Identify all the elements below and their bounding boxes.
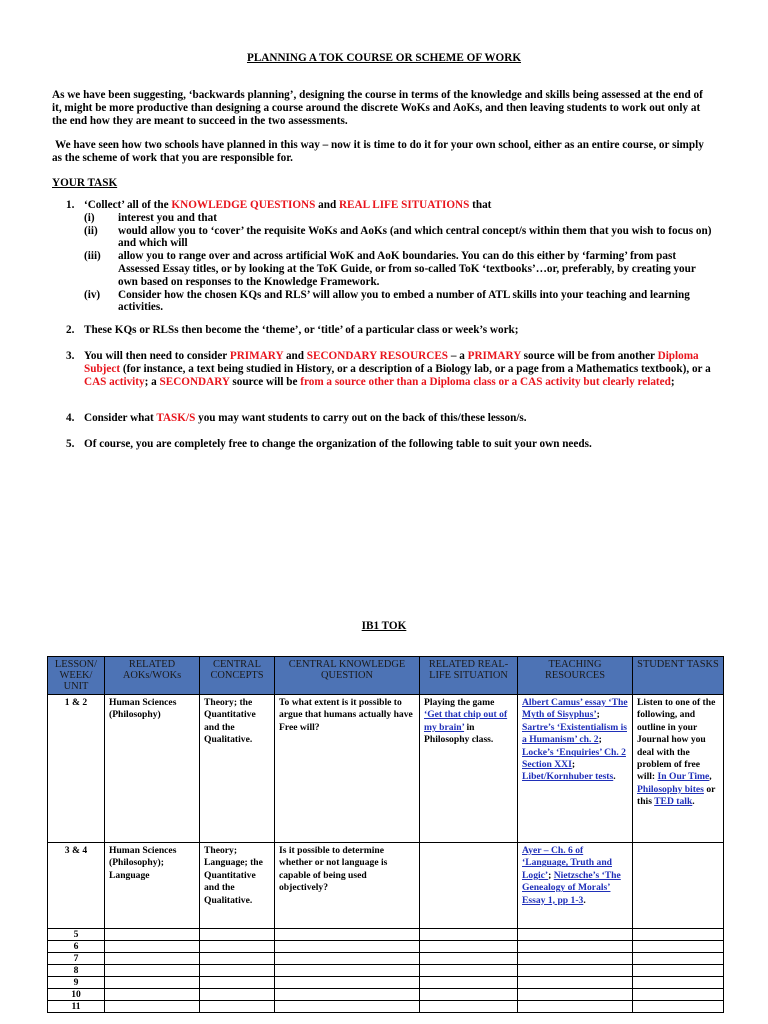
cell-empty xyxy=(275,941,420,953)
table-row xyxy=(48,977,724,989)
cell-empty xyxy=(633,977,724,989)
cell-resources: Albert Camus’ essay ‘The Myth of Sisyphus’; Sartre’s ‘Existentialism is a Humanism’ ch. 2; Locke’s ‘Enquiries’ Ch. 2 Section XXI; Libet/Kornhuber tests. xyxy=(518,695,633,843)
cell-lesson: 8 xyxy=(48,965,105,977)
link-camus[interactable]: Albert Camus’ essay ‘The Myth of Sisyphus’ xyxy=(522,697,628,721)
sub-item-i: (i) interest you and that xyxy=(84,211,217,224)
task-item-2: 2. These KQs or RLSs then become the ‘theme’, or ‘title’ of a particular class or week’s work; xyxy=(66,324,519,336)
cell-empty xyxy=(633,941,724,953)
table-row xyxy=(48,1001,724,1013)
link-get-that-chip[interactable]: ‘Get that chip out of my brain’ xyxy=(424,709,508,733)
cell-empty xyxy=(105,977,200,989)
header-concepts: CENTRAL CONCEPTS xyxy=(200,657,275,695)
table-row xyxy=(48,929,724,941)
cell-empty xyxy=(275,965,420,977)
link-sartre[interactable]: Sartre’s ‘Existentialism is a Humanism’ ch. 2 xyxy=(522,721,627,746)
cell-empty xyxy=(105,941,200,953)
cell-lesson: 10 xyxy=(48,989,105,1001)
cell-empty xyxy=(420,965,518,977)
cell-empty xyxy=(633,929,724,941)
cell-kq: To what extent is it possible to argue that humans actually have Free will? xyxy=(275,695,420,843)
header-kq: CENTRAL KNOWLEDGE QUESTION xyxy=(275,657,420,695)
cell-empty xyxy=(420,977,518,989)
cell-empty xyxy=(420,1001,518,1013)
cell-empty xyxy=(200,977,275,989)
task-item-1 xyxy=(66,199,716,314)
table-row xyxy=(48,989,724,1001)
link-nietzsche[interactable]: Nietzsche’s ‘The Genealogy of Morals’ Essay 1, pp 1-3 xyxy=(522,869,621,906)
header-tasks: STUDENT TASKS xyxy=(633,657,724,695)
table-title: IB1 TOK xyxy=(361,620,407,632)
header-resources: TEACHING RESOURCES xyxy=(518,657,633,695)
cell-empty xyxy=(633,1001,724,1013)
link-in-our-time[interactable]: In Our Time xyxy=(657,771,710,783)
table-row xyxy=(48,965,724,977)
table-header-row xyxy=(48,657,724,695)
task-item-3: 3. You will then need to consider PRIMARY and SECONDARY RESOURCES – a PRIMARY source will be from another Diploma Subject (for instance, a text being studied in History, or a description of a Biology lab, or a page from a Mathematics textbook), or a CAS activity; a SECONDARY source will be from a source other than a Diploma class or a CAS activity but clearly related; xyxy=(66,350,711,388)
cell-empty xyxy=(200,953,275,965)
cell-concepts: Theory; Language; the Quantitative and the Qualitative. xyxy=(200,843,275,929)
cell-empty xyxy=(633,965,724,977)
cell-empty xyxy=(518,989,633,1001)
cell-empty xyxy=(275,929,420,941)
cell-aok: Human Sciences (Philosophy) xyxy=(105,695,200,843)
task-item-4: 4. Consider what TASK/S you may want students to carry out on the back of this/these lesson/s. xyxy=(66,412,527,424)
header-rls: RELATED REAL-LIFE SITUATION xyxy=(420,657,518,695)
cell-empty xyxy=(518,965,633,977)
cell-empty xyxy=(105,1001,200,1013)
task-heading: YOUR TASK xyxy=(52,177,118,189)
cell-empty xyxy=(275,1001,420,1013)
cell-empty xyxy=(275,989,420,1001)
cell-empty xyxy=(518,941,633,953)
sub-item-iv: (iv) Consider how the chosen KQs and RLS’ will allow you to embed a number of ATL skills into your teaching and learning activities. xyxy=(84,288,690,314)
cell-empty xyxy=(105,989,200,1001)
cell-rls: Playing the game ‘Get that chip out of my brain’ in Philosophy class. xyxy=(420,695,518,843)
link-locke[interactable]: Locke’s ‘Enquiries’ Ch. 2 Section XXI xyxy=(522,746,626,771)
cell-lesson: 6 xyxy=(48,941,105,953)
table-row xyxy=(48,953,724,965)
cell-empty xyxy=(105,965,200,977)
cell-empty xyxy=(275,977,420,989)
cell-kq: Is it possible to determine whether or not language is capable of being used objectively? xyxy=(275,843,420,929)
cell-empty xyxy=(200,929,275,941)
scheme-of-work-table xyxy=(47,656,724,1013)
cell-empty xyxy=(200,989,275,1001)
cell-empty xyxy=(518,1001,633,1013)
cell-lesson: 11 xyxy=(48,1001,105,1013)
cell-empty xyxy=(633,989,724,1001)
cell-rls xyxy=(420,843,518,929)
item-number: 1. xyxy=(66,199,75,211)
cell-resources: Ayer – Ch. 6 of ‘Language, Truth and Logic’; Nietzsche’s ‘The Genealogy of Morals’ Essay 1, pp 1-3. xyxy=(518,843,633,929)
cell-empty xyxy=(518,977,633,989)
cell-empty xyxy=(420,953,518,965)
cell-tasks: Listen to one of the following, and outline in your Journal how you deal with the problem of free will: In Our Time, Philosophy bites or this TED talk. xyxy=(633,695,724,843)
cell-empty xyxy=(420,929,518,941)
header-aoks: RELATED AOKs/WOKs xyxy=(105,657,200,695)
cell-tasks xyxy=(633,843,724,929)
cell-empty xyxy=(200,1001,275,1013)
sub-item-ii: (ii) would allow you to ‘cover’ the requisite WoKs and AoKs (and which central concept/s within them that you wish to focus on) and which will xyxy=(84,224,712,250)
intro-paragraph-1: As we have been suggesting, ‘backwards planning’, designing the course in terms of the knowledge and skills being assessed at the end of it, might be more productive than designing a course around the discrete WoKs and AoKs, and then leaving students to work out only at the end how they are meant to succeed in the two assessments. xyxy=(52,89,703,128)
cell-empty xyxy=(420,989,518,1001)
item-text: ‘Collect’ all of the KNOWLEDGE QUESTIONS and REAL LIFE SITUATIONS that xyxy=(84,199,492,211)
cell-empty xyxy=(105,953,200,965)
link-libet[interactable]: Libet/Kornhuber tests xyxy=(522,771,614,783)
cell-empty xyxy=(105,929,200,941)
cell-empty xyxy=(200,941,275,953)
cell-lesson: 1 & 2 xyxy=(48,695,105,843)
header-lesson: LESSON/ WEEK/ UNIT xyxy=(48,657,105,695)
intro-paragraph-2: We have seen how two schools have planned in this way – now it is time to do it for your own school, either as an entire course, or simply as the scheme of work that you are responsible for. xyxy=(52,139,704,165)
cell-aok: Human Sciences (Philosophy); Language xyxy=(105,843,200,929)
table-row xyxy=(48,695,724,843)
link-ted-talk[interactable]: TED talk xyxy=(654,796,693,808)
table-row xyxy=(48,941,724,953)
task-item-5: 5. Of course, you are completely free to change the organization of the following table to suit your own needs. xyxy=(66,438,592,450)
cell-concepts: Theory; the Quantitative and the Qualitative. xyxy=(200,695,275,843)
cell-empty xyxy=(633,953,724,965)
cell-empty xyxy=(275,953,420,965)
link-philosophy-bites[interactable]: Philosophy bites xyxy=(637,783,704,795)
link-ayer[interactable]: Ayer – Ch. 6 of ‘Language, Truth and Logic’ xyxy=(522,845,613,881)
table-row xyxy=(48,843,724,929)
cell-empty xyxy=(200,965,275,977)
cell-empty xyxy=(518,929,633,941)
cell-lesson: 7 xyxy=(48,953,105,965)
sub-item-iii: (iii) allow you to range over and across artificial WoK and AoK boundaries. You can do this either by ‘farming’ from past Assessed Essay titles, or by looking at the ToK Guide, or from so-called ToK ‘textbooks’…or, preferably, by creating your own based on responses to the Knowledge Framework. xyxy=(84,250,696,288)
cell-lesson: 9 xyxy=(48,977,105,989)
cell-empty xyxy=(518,953,633,965)
cell-lesson: 5 xyxy=(48,929,105,941)
document-title: PLANNING A TOK COURSE OR SCHEME OF WORK xyxy=(246,52,522,64)
cell-lesson: 3 & 4 xyxy=(48,843,105,929)
cell-empty xyxy=(420,941,518,953)
